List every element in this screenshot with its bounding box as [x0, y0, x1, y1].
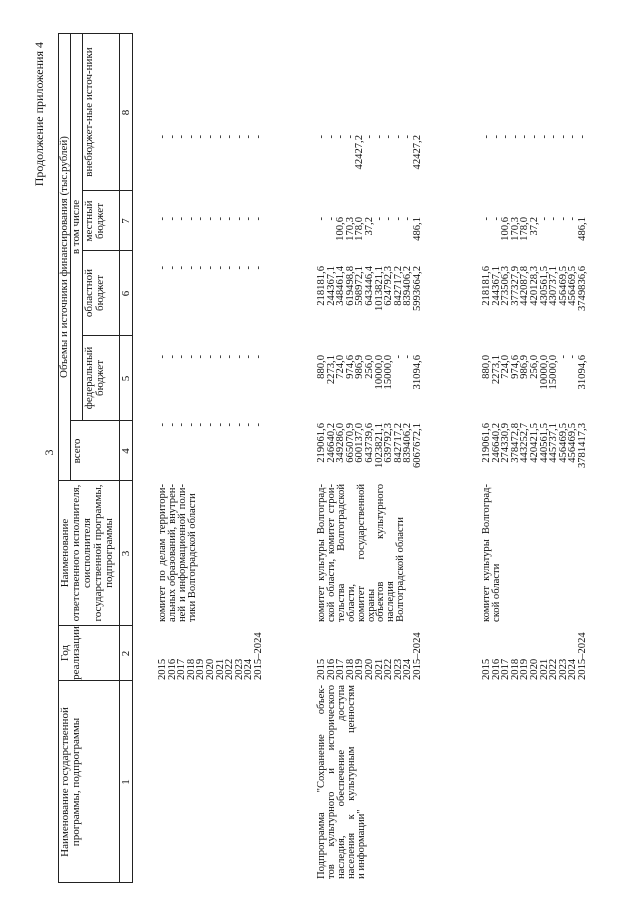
regional-cell: 3749836,6 [576, 266, 588, 312]
regional-cell: 456469,5 [567, 266, 579, 306]
total-cell: 839406,2 [402, 423, 414, 463]
local-cell: - [233, 217, 245, 221]
local-cell: 170,3 [344, 217, 356, 241]
local-cell: - [316, 217, 327, 221]
regional-cell: - [214, 266, 226, 270]
extra-cell: - [567, 135, 579, 139]
executor-line: комитет по делам территори- [157, 484, 168, 622]
regional-column [158, 266, 264, 336]
year-cell: 2015–2024 [252, 632, 264, 680]
header-program: Наименование государственной программы, подпрограммы [59, 707, 82, 857]
regional-column [482, 266, 588, 336]
years-column [158, 630, 264, 680]
extra-cell: - [363, 135, 375, 139]
col-number-6: 6 [120, 290, 132, 297]
year-cell: 2023 [392, 658, 404, 680]
regional-cell: 5993664,2 [411, 266, 423, 312]
federal-cell: - [392, 355, 404, 359]
federal-cell: - [176, 355, 188, 359]
total-cell: - [252, 423, 264, 427]
year-cell: 2021 [373, 658, 385, 680]
year-cell: 2017 [176, 658, 188, 680]
regional-cell: - [204, 266, 216, 270]
extra-cell: - [519, 135, 531, 139]
year-cell: 2015 [157, 658, 168, 680]
regional-cell: 842717,2 [392, 266, 404, 306]
year-cell: 2022 [383, 658, 395, 680]
regional-cell: 430561,5 [538, 266, 550, 306]
extra-cell: - [481, 135, 492, 139]
header-incl: в том числе [70, 199, 82, 255]
col-number-3: 3 [120, 550, 132, 557]
federal-cell: 986,9 [519, 355, 531, 379]
year-cell: 2020 [528, 658, 540, 680]
year-cell: 2018 [344, 658, 356, 680]
extra-cell: - [538, 135, 550, 139]
extra-column [482, 135, 588, 191]
extra-cell: - [402, 135, 414, 139]
extra-column [158, 135, 264, 191]
year-cell: 2017 [500, 658, 512, 680]
program-name-line: Подпрограмма "Сохранение объек- [316, 685, 327, 879]
total-cell: - [243, 423, 255, 427]
federal-cell: 256,0 [528, 355, 540, 379]
header-executor: Наименование ответственного исполнителя, соисполнителя государственной программы, подпрограммы [59, 484, 115, 622]
year-cell: 2015–2024 [411, 632, 423, 680]
year-cell: 2018 [509, 658, 521, 680]
federal-cell: - [567, 355, 579, 359]
regional-cell: 218181,6 [481, 266, 492, 306]
executor-line: объектов культурного наследия [375, 484, 397, 622]
year-cell: 2015 [316, 658, 327, 680]
local-cell: - [204, 217, 216, 221]
local-column [158, 217, 264, 251]
total-cell: 349286,0 [335, 423, 347, 463]
year-cell: 2016 [490, 658, 502, 680]
total-cell: 600137,0 [354, 423, 366, 463]
year-cell: 2019 [195, 658, 207, 680]
local-cell: - [166, 217, 178, 221]
total-cell: - [185, 423, 197, 427]
local-column [482, 217, 588, 251]
header-regional: областной бюджет [83, 268, 106, 318]
extra-column [317, 135, 423, 191]
total-cell: - [195, 423, 207, 427]
year-cell: 2020 [363, 658, 375, 680]
total-column [158, 423, 264, 481]
extra-cell: - [214, 135, 226, 139]
regional-cell: 430737,1 [548, 266, 560, 306]
regional-cell: 244367,1 [490, 266, 502, 306]
program-name-line: населения к культурным ценностям [345, 685, 357, 879]
executor-cell [482, 484, 502, 622]
local-cell: - [185, 217, 197, 221]
total-cell: 445737,1 [548, 423, 560, 463]
year-cell: 2015 [481, 658, 492, 680]
local-cell: - [373, 217, 385, 221]
program-name-line: наследия, обеспечение доступа [335, 685, 347, 879]
local-cell: - [557, 217, 569, 221]
federal-cell: - [195, 355, 207, 359]
header-year: Год реализации [59, 626, 82, 680]
total-column [482, 423, 588, 481]
regional-cell: - [224, 266, 236, 270]
extra-cell: - [243, 135, 255, 139]
year-cell: 2022 [548, 658, 560, 680]
total-cell: 274330,9 [500, 423, 512, 463]
total-cell: 456469,5 [567, 423, 579, 463]
federal-cell: 15000,0 [383, 355, 395, 390]
total-column [317, 423, 423, 481]
year-cell: 2016 [166, 658, 178, 680]
executor-line: комитет государственной охраны [355, 484, 377, 622]
extra-cell: - [325, 135, 337, 139]
total-cell: 1023821,1 [373, 423, 385, 469]
regional-cell: 442087,8 [519, 266, 531, 306]
continuation-note: Продолжение приложения 4 [32, 42, 46, 187]
extra-cell: - [204, 135, 216, 139]
local-cell: - [252, 217, 264, 221]
federal-cell: - [185, 355, 197, 359]
extra-cell: - [490, 135, 502, 139]
total-cell: 456469,5 [557, 423, 569, 463]
extra-cell: - [335, 135, 347, 139]
extra-cell: - [509, 135, 521, 139]
total-cell: - [176, 423, 188, 427]
year-cell: 2023 [233, 658, 245, 680]
extra-cell: - [528, 135, 540, 139]
federal-column [158, 355, 264, 421]
local-cell: 100,6 [500, 217, 512, 241]
year-cell: 2017 [335, 658, 347, 680]
local-cell: - [481, 217, 492, 221]
federal-cell: - [233, 355, 245, 359]
header-extra: внебюджет-ные источ-ники [83, 47, 95, 177]
extra-cell: - [185, 135, 197, 139]
extra-cell: 42427,2 [411, 135, 423, 170]
year-cell: 2024 [402, 658, 414, 680]
year-cell: 2024 [243, 658, 255, 680]
extra-cell: - [373, 135, 385, 139]
extra-cell: - [548, 135, 560, 139]
year-cell: 2016 [325, 658, 337, 680]
federal-cell: 974,6 [344, 355, 356, 379]
total-cell: 246640,2 [490, 423, 502, 463]
executor-line: Волгоградской области [395, 517, 407, 622]
year-cell: 2018 [185, 658, 197, 680]
year-cell: 2015–2024 [576, 632, 588, 680]
federal-cell: - [204, 355, 216, 359]
federal-cell: 2273,1 [325, 355, 337, 385]
federal-cell: 986,9 [354, 355, 366, 379]
local-cell: 178,0 [519, 217, 531, 241]
executor-line: комитет культуры Волгоград- [316, 484, 327, 622]
regional-cell: 348461,4 [335, 266, 347, 306]
local-cell: 486,1 [411, 217, 423, 241]
total-cell: 378472,8 [509, 423, 521, 463]
years-column [317, 630, 423, 680]
federal-cell: 10000,0 [538, 355, 550, 390]
local-cell: - [567, 217, 579, 221]
total-cell: 219061,6 [481, 423, 492, 463]
executor-line: ской области, комитет строи- [325, 484, 337, 622]
regional-cell: 624792,3 [383, 266, 395, 306]
year-cell: 2022 [224, 658, 236, 680]
col-number-2: 2 [120, 650, 132, 657]
executor-line: ней и информационной поли- [176, 484, 188, 622]
local-cell: - [243, 217, 255, 221]
total-cell: - [224, 423, 236, 427]
extra-cell: - [233, 135, 245, 139]
federal-cell: 974,6 [509, 355, 521, 379]
federal-cell: 880,0 [316, 355, 327, 379]
local-cell: 178,0 [354, 217, 366, 241]
year-cell: 2019 [354, 658, 366, 680]
extra-cell: - [392, 135, 404, 139]
year-cell: 2024 [567, 658, 579, 680]
header-funding: Объемы и источники финансирования (тыс.рублей) [58, 136, 70, 378]
regional-column [317, 266, 423, 336]
regional-cell: - [157, 266, 168, 270]
extra-cell: - [224, 135, 236, 139]
local-cell: 170,3 [509, 217, 521, 241]
col-number-4: 4 [120, 448, 132, 454]
header-federal: федеральный бюджет [83, 346, 106, 410]
regional-cell: - [243, 266, 255, 270]
col-number-7: 7 [120, 218, 132, 224]
program-name-cell [317, 685, 367, 879]
total-cell: - [157, 423, 168, 427]
local-cell: - [157, 217, 168, 221]
regional-cell: 377327,9 [509, 266, 521, 306]
year-cell: 2019 [519, 658, 531, 680]
extra-cell: - [500, 135, 512, 139]
regional-cell: 273506,3 [500, 266, 512, 306]
extra-cell: - [316, 135, 327, 139]
extra-cell: - [176, 135, 188, 139]
total-cell: 443252,7 [519, 423, 531, 463]
executor-line: комитет культуры Волгоград- [481, 484, 492, 622]
total-cell: - [204, 423, 216, 427]
col-number-1: 1 [120, 779, 132, 785]
local-cell: 37,2 [363, 217, 375, 236]
federal-cell: - [402, 355, 414, 359]
federal-cell: - [166, 355, 178, 359]
federal-cell: 31094,6 [576, 355, 588, 390]
regional-cell: 218181,6 [316, 266, 327, 306]
regional-cell: 619498,8 [344, 266, 356, 306]
local-cell: 37,2 [528, 217, 540, 236]
local-cell: - [490, 217, 502, 221]
federal-cell: 880,0 [481, 355, 492, 379]
regional-cell: 643446,4 [363, 266, 375, 306]
local-cell: 100,6 [335, 217, 347, 241]
program-name-line: тов культурного и исторического [325, 685, 337, 879]
total-cell: 643739,6 [363, 423, 375, 463]
federal-cell: - [224, 355, 236, 359]
extra-cell: - [195, 135, 207, 139]
local-cell: - [383, 217, 395, 221]
federal-cell: - [243, 355, 255, 359]
funding-table [58, 33, 628, 883]
federal-column [482, 355, 588, 421]
regional-cell: - [233, 266, 245, 270]
regional-cell: 598972,1 [354, 266, 366, 306]
total-cell: 6067672,1 [411, 423, 423, 469]
extra-cell: - [576, 135, 588, 139]
years-column [482, 630, 588, 680]
total-cell: - [166, 423, 178, 427]
extra-cell: - [166, 135, 178, 139]
local-cell: - [392, 217, 404, 221]
extra-cell: - [383, 135, 395, 139]
extra-cell: - [252, 135, 264, 139]
federal-cell: 10000,0 [373, 355, 385, 390]
total-cell: - [233, 423, 245, 427]
extra-cell: - [344, 135, 356, 139]
federal-cell: - [157, 355, 168, 359]
local-cell: - [325, 217, 337, 221]
local-cell: - [195, 217, 207, 221]
regional-cell: 1013821,1 [373, 266, 385, 312]
col-number-8: 8 [120, 109, 132, 116]
local-cell: - [548, 217, 560, 221]
header-total: всего [71, 438, 83, 464]
regional-cell: - [185, 266, 197, 270]
total-cell: 420421,5 [528, 423, 540, 463]
regional-cell: 456469,5 [557, 266, 569, 306]
federal-cell: - [252, 355, 264, 359]
executor-line: альных образований, внутрен- [166, 484, 178, 622]
executor-line: тельства Волгоградской области, [335, 484, 357, 622]
extra-cell: 42427,2 [354, 135, 366, 170]
executor-cell [317, 484, 406, 622]
executor-cell [158, 484, 198, 622]
col-number-5: 5 [120, 375, 132, 382]
regional-cell: 244367,1 [325, 266, 337, 306]
total-cell: 3781417,3 [576, 423, 588, 469]
program-name-line: и информации" [355, 809, 367, 879]
total-cell: 665070,9 [344, 423, 356, 463]
total-cell: 246640,2 [325, 423, 337, 463]
executor-line: ской области [490, 563, 502, 622]
total-cell: 440561,5 [538, 423, 550, 463]
year-cell: 2023 [557, 658, 569, 680]
year-cell: 2021 [538, 658, 550, 680]
regional-cell: - [252, 266, 264, 270]
federal-cell: 15000,0 [548, 355, 560, 390]
local-cell: - [402, 217, 414, 221]
regional-cell: - [176, 266, 188, 270]
page-number: 3 [42, 449, 56, 456]
regional-cell: - [195, 266, 207, 270]
local-cell: - [224, 217, 236, 221]
header-local: местный бюджет [83, 200, 106, 242]
federal-cell: - [557, 355, 569, 359]
federal-column [317, 355, 423, 421]
local-cell: - [538, 217, 550, 221]
federal-cell: 256,0 [363, 355, 375, 379]
local-cell: - [214, 217, 226, 221]
extra-cell: - [557, 135, 569, 139]
local-cell: 486,1 [576, 217, 588, 241]
federal-cell: 724,0 [500, 355, 512, 379]
local-column [317, 217, 423, 251]
regional-cell: 420128,3 [528, 266, 540, 306]
local-cell: - [176, 217, 188, 221]
total-cell: 639792,3 [383, 423, 395, 463]
total-cell: 219061,6 [316, 423, 327, 463]
federal-cell: 724,0 [335, 355, 347, 379]
year-cell: 2021 [214, 658, 226, 680]
total-cell: - [214, 423, 226, 427]
regional-cell: 839406,2 [402, 266, 414, 306]
federal-cell: - [214, 355, 226, 359]
federal-cell: 2273,1 [490, 355, 502, 385]
federal-cell: 31094,6 [411, 355, 423, 390]
executor-line: тики Волгоградской области [186, 493, 198, 622]
regional-cell: - [166, 266, 178, 270]
extra-cell: - [157, 135, 168, 139]
total-cell: 842717,2 [392, 423, 404, 463]
year-cell: 2020 [204, 658, 216, 680]
